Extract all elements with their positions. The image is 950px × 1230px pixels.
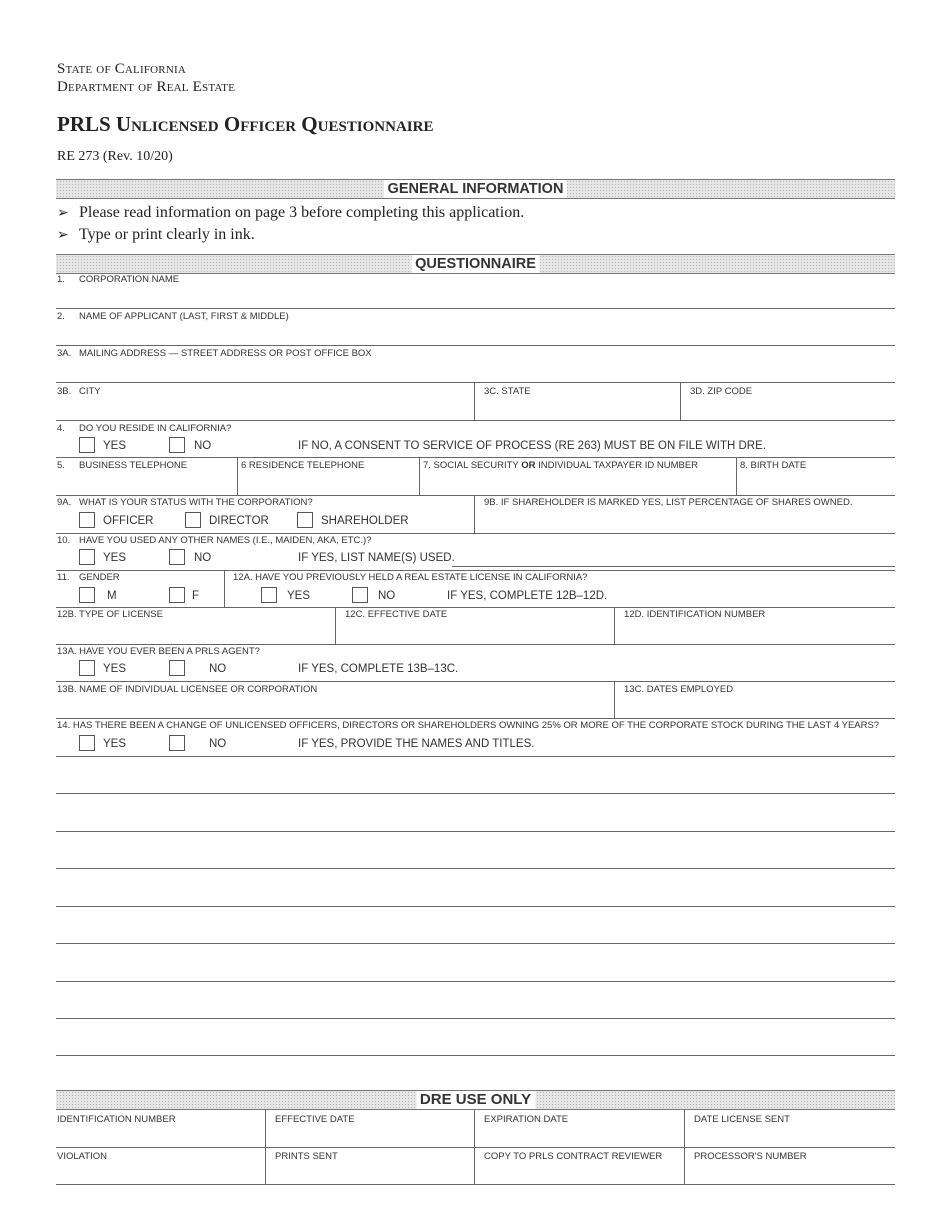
q13a-no-checkbox[interactable] [169,660,185,676]
q5-8-field-line[interactable] [56,495,895,496]
q9b-label: 9B. IF SHAREHOLDER IS MARKED YES, LIST PERCENTAGE OF SHARES OWNED. [484,497,853,508]
q7-label [423,460,698,471]
q4-number: 4. [57,423,65,434]
row-divider [56,607,895,608]
q13a-yes-label: YES [103,663,127,675]
q14-writing-line[interactable] [56,868,895,869]
divider [614,607,615,644]
q10-number: 10. [57,535,71,546]
divider [419,457,420,495]
row-divider [56,756,895,757]
q11-number: 11. [57,572,70,583]
q8-label: 8. BIRTH DATE [740,460,807,471]
q9a-number: 9A. [57,497,72,508]
q3b-number: 3B. [57,386,72,397]
q5-label: BUSINESS TELEPHONE [79,460,188,471]
q1-number: 1. [57,274,65,285]
q11-male-label: M [107,590,117,602]
dre-row-line [56,1184,895,1185]
q13a-yes-checkbox[interactable] [79,660,95,676]
general-information-band [56,179,895,199]
dre-use-only-band [56,1090,895,1110]
q14-writing-line[interactable] [56,943,895,944]
q3d-label: 3D. ZIP CODE [690,386,753,397]
dre-violation-label: VIOLATION [57,1151,107,1162]
q14-label: 14. HAS THERE BEEN A CHANGE OF UNLICENSED OFFICERS, DIRECTORS OR SHAREHOLDERS OWNING 25% OR MORE OF THE CORPORATE STOCK DURING THE LAST 4 YEARS? [57,720,880,731]
q13-field-line[interactable] [56,718,895,719]
dre-date-license-sent-label: DATE LICENSE SENT [694,1114,790,1125]
row-divider [56,457,895,458]
q3a-field-line[interactable] [56,382,895,383]
q4-no-label: NO [194,440,212,452]
instruction-2 [57,226,255,244]
q12a-note: IF YES, COMPLETE 12B–12D. [447,590,608,602]
q14-writing-line[interactable] [56,1018,895,1019]
q10-yes-label: YES [103,552,127,564]
q7-label-start: 7. SOCIAL SECURITY [423,460,522,471]
instruction-1-text: Please read information on page 3 before completing this application. [79,204,525,221]
arrow-bullet-icon: ➢ [57,227,69,243]
q12d-label: 12D. IDENTIFICATION NUMBER [624,609,766,620]
dre-processor-number-label: PROCESSOR'S NUMBER [694,1151,807,1162]
divider [474,1109,475,1147]
q2-field-line[interactable] [56,345,895,346]
q3a-label: MAILING ADDRESS — STREET ADDRESS OR POST OFFICE BOX [79,348,372,359]
q4-label: DO YOU RESIDE IN CALIFORNIA? [79,423,232,434]
q3a-number: 3A. [57,348,72,359]
q14-note: IF YES, PROVIDE THE NAMES AND TITLES. [298,738,535,750]
q14-writing-line[interactable] [56,793,895,794]
q12a-no-checkbox[interactable] [352,587,368,603]
q12a-yes-checkbox[interactable] [261,587,277,603]
divider [237,457,238,495]
q10-yes-checkbox[interactable] [79,549,95,565]
q4-yes-label: YES [103,440,127,452]
form-title: PRLS Unlicensed Officer Questionnaire [57,112,434,136]
divider [474,495,475,533]
q9a-director-checkbox[interactable] [185,512,201,528]
q12a-label: 12A. HAVE YOU PREVIOUSLY HELD A REAL ESTATE LICENSE IN CALIFORNIA? [233,572,588,583]
divider [736,457,737,495]
q10-note: IF YES, LIST NAME(S) USED. [298,552,455,564]
q14-writing-line[interactable] [56,981,895,982]
dre-use-only-heading: DRE USE ONLY [416,1091,535,1109]
divider [335,607,336,644]
q4-note: IF NO, A CONSENT TO SERVICE OF PROCESS (RE 263) MUST BE ON FILE WITH DRE. [298,440,766,452]
instruction-1 [57,204,524,222]
divider [265,1109,266,1147]
divider [474,382,475,420]
q5-number: 5. [57,460,65,471]
questionnaire-band [56,254,895,274]
dre-row-line [56,1147,895,1148]
q13a-label: 13A. HAVE YOU EVER BEEN A PRLS AGENT? [57,646,260,657]
state-name: State of California [57,61,186,77]
q9a-officer-label: OFFICER [103,515,154,527]
q13a-no-label: NO [209,663,227,675]
q11-female-checkbox[interactable] [169,587,185,603]
divider [684,1109,685,1147]
q1-field-line[interactable] [56,308,895,309]
dre-copy-to-reviewer-label: COPY TO PRLS CONTRACT REVIEWER [484,1151,663,1162]
dre-identification-number-label: IDENTIFICATION NUMBER [57,1114,176,1125]
q13c-label: 13C. DATES EMPLOYED [624,684,734,695]
q10-no-label: NO [194,552,212,564]
q12b-label: 12B. TYPE OF LICENSE [57,609,163,620]
q14-writing-line[interactable] [56,1055,895,1056]
q12-field-line[interactable] [56,644,895,645]
q12a-yes-label: YES [287,590,311,602]
q2-label: NAME OF APPLICANT (LAST, FIRST & MIDDLE) [79,311,289,322]
divider [684,1147,685,1184]
divider [265,1147,266,1184]
q3c-label: 3C. STATE [484,386,531,397]
q14-yes-label: YES [103,738,127,750]
q7-label-end: INDIVIDUAL TAXPAYER ID NUMBER [535,460,699,471]
row-divider [56,570,895,571]
q4-no-checkbox[interactable] [169,437,185,453]
q14-writing-line[interactable] [56,831,895,832]
dre-effective-date-label: EFFECTIVE DATE [275,1114,355,1125]
q10-names-line[interactable] [452,566,895,567]
q13a-note: IF YES, COMPLETE 13B–13C. [298,663,459,675]
q9a-shareholder-label: SHAREHOLDER [321,515,409,527]
q13b-label: 13B. NAME OF INDIVIDUAL LICENSEE OR CORPORATION [57,684,318,695]
q4-yes-checkbox[interactable] [79,437,95,453]
q10-label: HAVE YOU USED ANY OTHER NAMES (I.E., MAIDEN, AKA, ETC.)? [79,535,372,546]
q9a-officer-checkbox[interactable] [79,512,95,528]
q6-label: 6 RESIDENCE TELEPHONE [241,460,365,471]
q14-no-checkbox[interactable] [169,735,185,751]
row-divider [56,681,895,682]
q11-female-label: F [192,590,200,602]
q14-yes-checkbox[interactable] [79,735,95,751]
q1-label: CORPORATION NAME [79,274,180,285]
dre-expiration-date-label: EXPIRATION DATE [484,1114,569,1125]
divider [224,570,225,607]
q2-number: 2. [57,311,65,322]
q7-label-or: OR [521,460,536,471]
divider [614,681,615,718]
q11-male-checkbox[interactable] [79,587,95,603]
q3-field-line[interactable] [56,420,895,421]
q9a-director-label: DIRECTOR [209,515,269,527]
dre-prints-sent-label: PRINTS SENT [275,1151,338,1162]
divider [680,382,681,420]
q10-no-checkbox[interactable] [169,549,185,565]
q14-no-label: NO [209,738,227,750]
form-number: RE 273 (Rev. 10/20) [57,149,173,164]
q9a-shareholder-checkbox[interactable] [297,512,313,528]
general-information-heading: GENERAL INFORMATION [384,180,568,198]
q3b-label: CITY [79,386,101,397]
department-name: Department of Real Estate [57,79,236,95]
q11-label: GENDER [79,572,120,583]
q9a-label: WHAT IS YOUR STATUS WITH THE CORPORATION? [79,497,313,508]
arrow-bullet-icon: ➢ [57,205,69,221]
divider [474,1147,475,1184]
questionnaire-heading: QUESTIONNAIRE [411,255,540,273]
instruction-2-text: Type or print clearly in ink. [79,226,255,243]
q14-writing-line[interactable] [56,906,895,907]
q12c-label: 12C. EFFECTIVE DATE [345,609,448,620]
q12a-no-label: NO [378,590,396,602]
row-divider [56,533,895,534]
